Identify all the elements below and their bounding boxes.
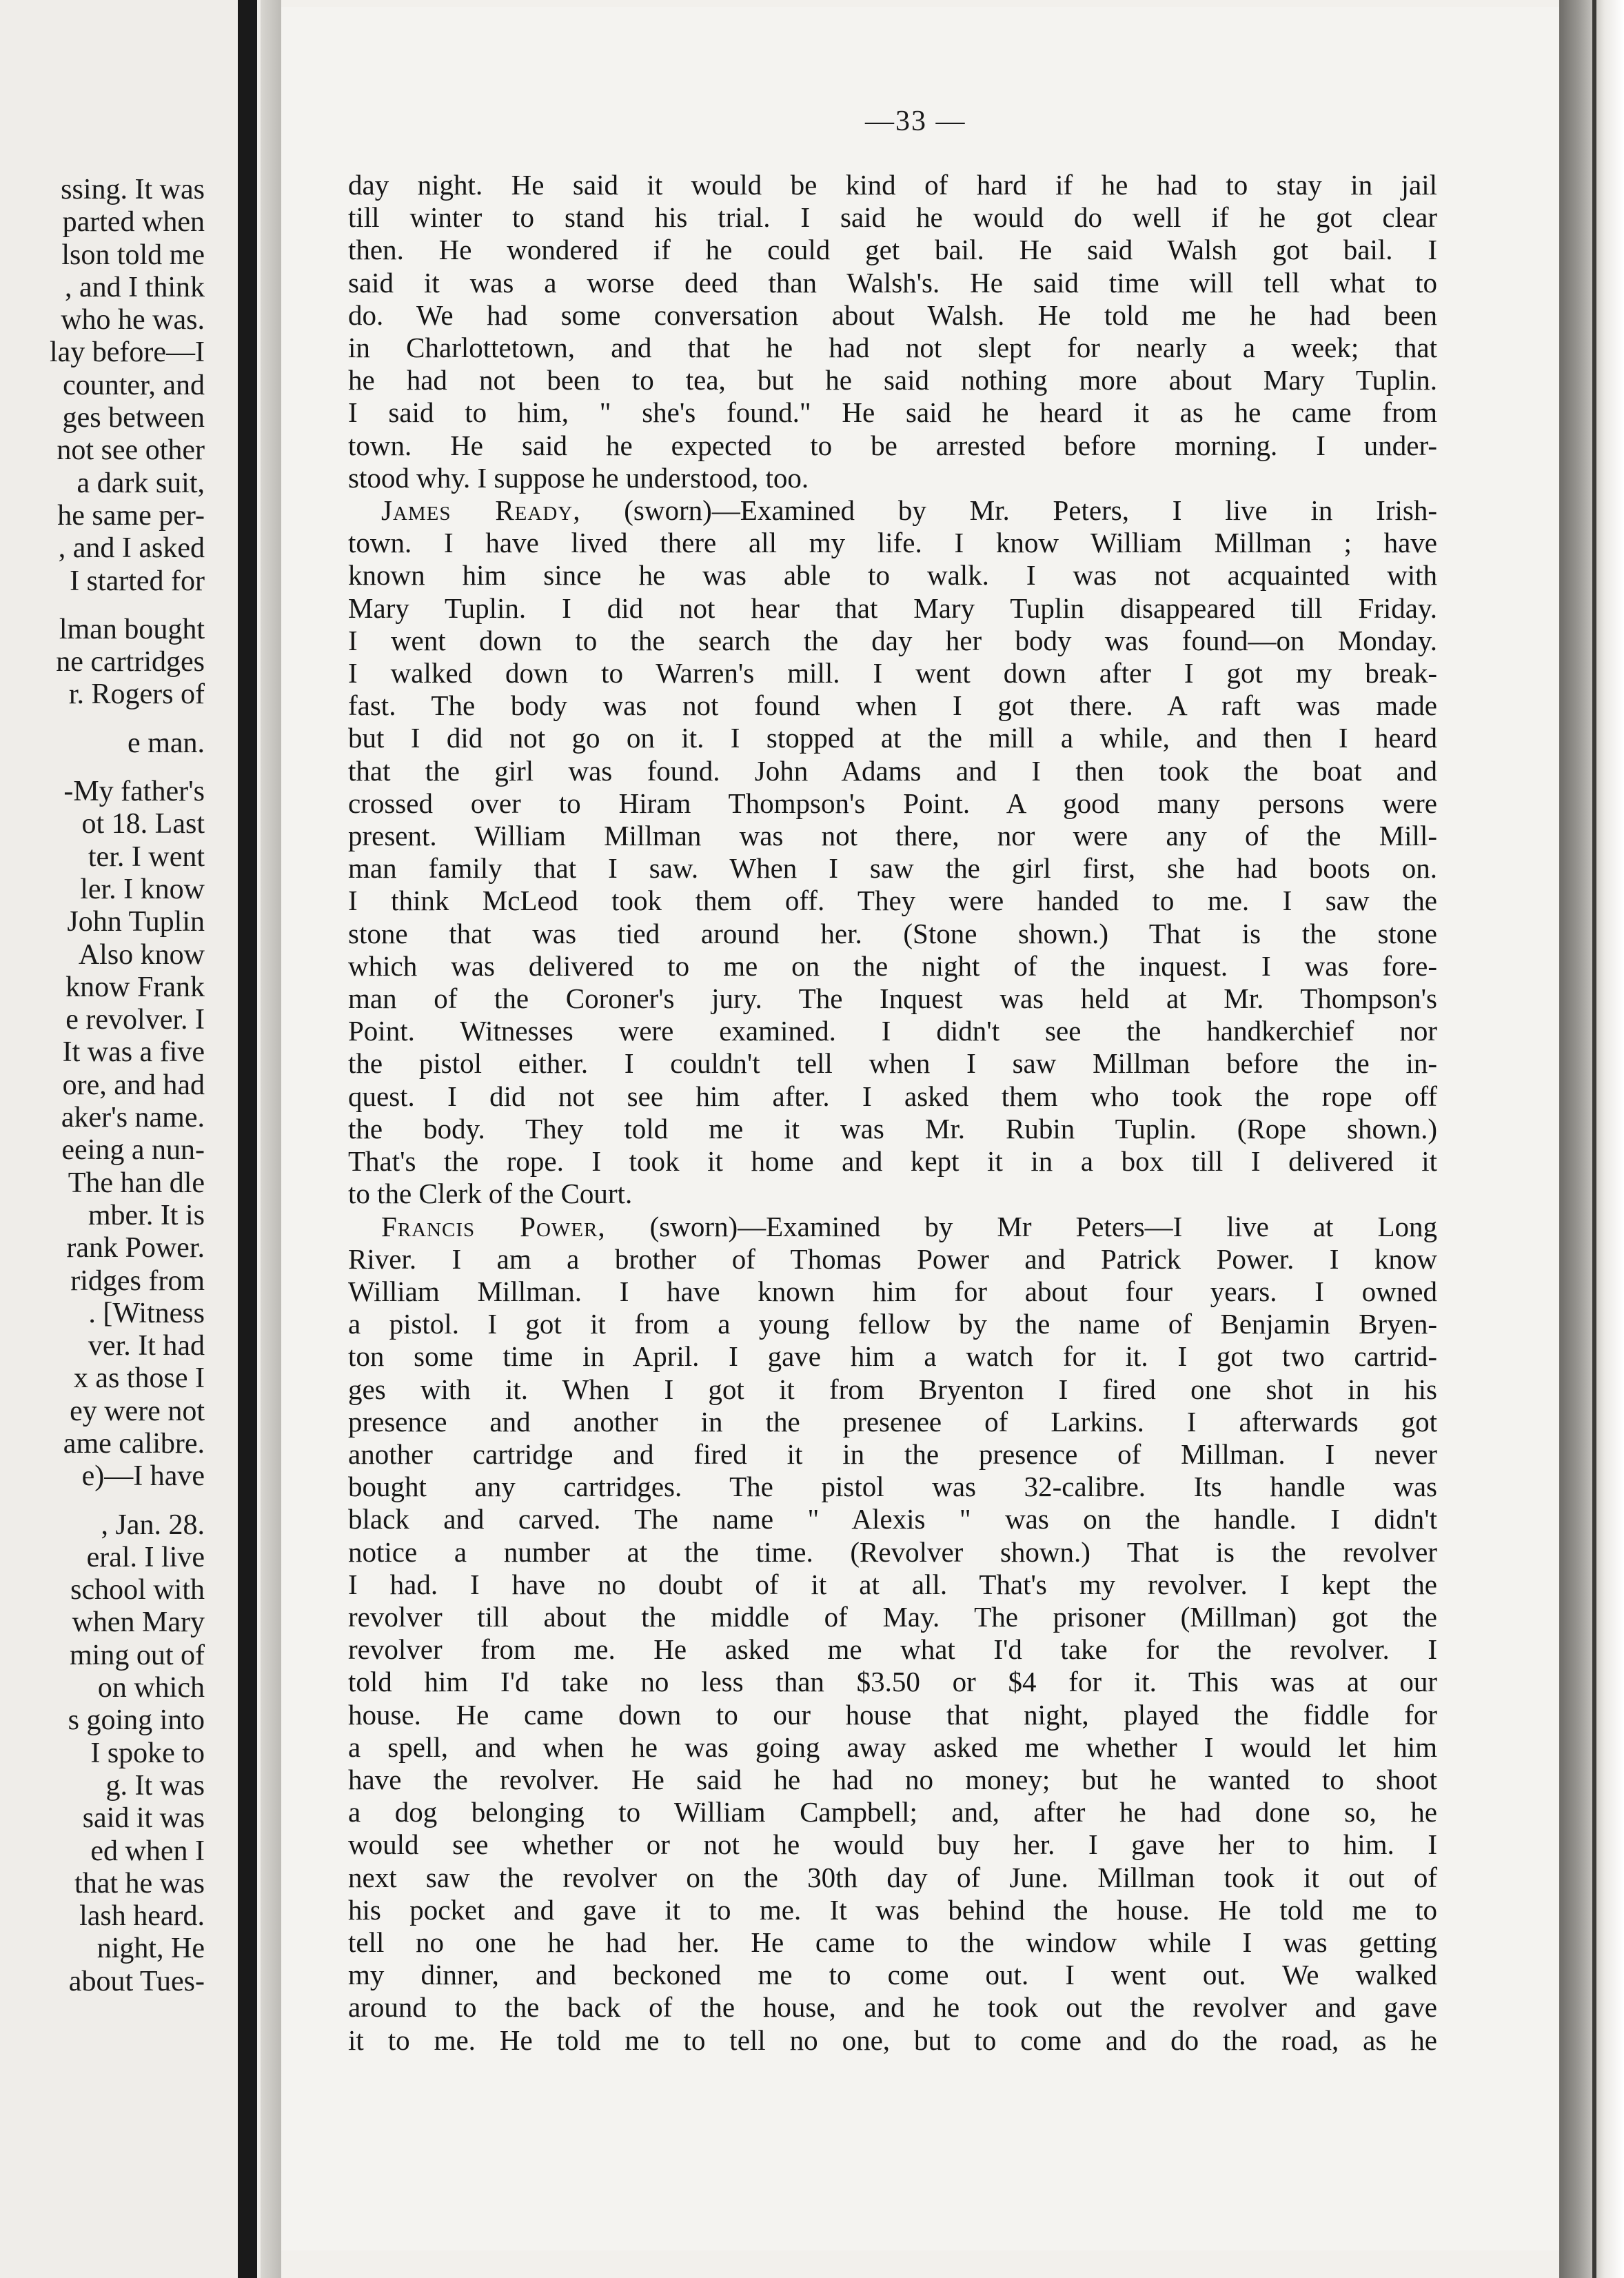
text-line: stood why. I suppose he understood, too. [348,461,809,494]
facing-text-line: ler. I know [80,873,205,905]
text-line: do. We had some conversation about Walsh. He told me he had been [348,299,1437,331]
facing-page [0,0,272,2278]
text-line: day night. He said it would be kind of hard if he had to stay in jail [348,169,1437,201]
facing-text-line: parted when [62,206,205,239]
text-line: town. I have lived there all my life. I know William Millman ; have [348,527,1437,559]
facing-text-line: , and I asked [58,532,205,565]
text-line: present. William Millman was not there, nor were any of the Mill- [348,820,1437,852]
text-line: next saw the revolver on the 30th day of June. Millman took it out of [348,1861,1437,1893]
text-line: would see whether or not he would buy her. I gave her to him. I [348,1828,1437,1861]
text-line: a dog belonging to William Campbell; and, after he had done so, he [348,1796,1437,1828]
text-line: notice a number at the time. (Revolver shown.) That is the revolver [348,1535,1437,1568]
text-line: house. He came down to our house that night, played the fiddle for [348,1698,1437,1731]
text-line: told him I'd take no less than $3.50 or $4 for it. This was at our [348,1666,1437,1698]
text-line: I think McLeod took them off. They were handed to me. I saw the [348,885,1437,917]
text-line: said it was a worse deed than Walsh's. He said time will tell what to [348,266,1437,299]
facing-text-line: ter. I went [88,840,205,873]
text-line: ton some time in April. I gave him a watch for it. I got two cartrid- [348,1340,1437,1373]
speaker-name: James Ready, [381,494,581,527]
text-line: tell no one he had her. He came to the window while I was getting [348,1926,1437,1958]
body-text [348,169,1437,2057]
text-line: River. I am a brother of Thomas Power and Patrick Power. I know [348,1242,1437,1275]
text-line: ges with it. When I got it from Bryenton I fired one shot in his [348,1373,1437,1405]
text-line: presence and another in the presenee of Larkins. I afterwards got [348,1405,1437,1438]
facing-text-line: x as those I [73,1362,205,1395]
facing-text-line: on which [97,1672,205,1704]
facing-text-line: e man. [128,727,205,759]
text-line: which was delivered to me on the night of the inquest. I was fore- [348,949,1437,982]
text-line: a spell, and when he was going away asked me whether I would let him [348,1731,1437,1763]
facing-text-line: I started for [70,565,205,597]
text-line: revolver till about the middle of May. The prisoner (Millman) got the [348,1600,1437,1633]
text-line: the pistol either. I couldn't tell when I saw Millman before the in- [348,1047,1437,1080]
facing-text-line: ame calibre. [63,1427,205,1460]
facing-text-line: when Mary [72,1606,205,1639]
facing-text-line: g. It was [105,1769,205,1802]
text-line: Francis Power, (sworn)—Examined by Mr Peters—I live at Long [381,1210,1437,1242]
text-line: bought any cartridges. The pistol was 32-calibre. Its handle was [348,1471,1437,1503]
text-line: in Charlottetown, and that he had not slept for nearly a week; that [348,332,1437,364]
facing-text-line: , Jan. 28. [101,1509,205,1541]
facing-text-line [50,712,205,727]
paragraph-james-ready [348,494,1437,1210]
facing-text-line: mber. It is [88,1199,205,1231]
facing-text-line: ey were not [70,1395,205,1427]
text-line: known him since he was able to walk. I was not acquainted with [348,559,1437,592]
text-line: I had. I have no doubt of it at all. That's my revolver. I kept the [348,1568,1437,1600]
facing-text-line: ver. It had [88,1330,205,1362]
facing-text-line: I spoke to [90,1737,205,1769]
text-line: then. He wondered if he could get bail. He said Walsh got bail. I [348,234,1437,266]
paragraph-francis-power [348,1211,1437,2057]
facing-text-line: who he was. [61,304,205,336]
text-line: stone that was tied around her. (Stone shown.) That is the stone [348,917,1437,949]
text-line: James Ready, (sworn)—Examined by Mr. Peters, I live in Irish- [381,494,1437,527]
text-line: another cartridge and fired it in the presence of Millman. I never [348,1438,1437,1470]
text-line: fast. The body was not found when I got there. A raft was made [348,689,1437,722]
facing-text-line: lson told me [61,239,205,271]
facing-text-line: counter, and [63,369,205,401]
facing-text-line: night, He [97,1933,205,1965]
text-line: have the revolver. He said he had no money; but he wanted to shoot [348,1763,1437,1795]
facing-text-line: school with [70,1574,205,1606]
text-line: the body. They told me it was Mr. Rubin Tuplin. (Rope shown.) [348,1112,1437,1145]
facing-text-line: aker's name. [61,1102,205,1134]
facing-text-line: It was a five [62,1036,205,1069]
text-line: but I did not go on it. I stopped at the mill a while, and then I heard [348,722,1437,754]
facing-text-line: lash heard. [79,1900,205,1933]
text-line: revolver from me. He asked me what I'd take for the revolver. I [348,1633,1437,1666]
facing-text-line: John Tuplin [67,906,205,938]
facing-text-line: ssing. It was [61,174,205,205]
text-line: man family that I saw. When I saw the girl first, she had boots on. [348,852,1437,885]
paragraph-continued [348,169,1437,494]
facing-text-line: know Frank [65,971,205,1003]
facing-text-line: -My father's [63,776,205,808]
text-line: till winter to stand his trial. I said he would do well if he got clear [348,201,1437,234]
facing-text-line: lay before—I [49,336,205,369]
facing-text-line: ges between [62,402,205,434]
text-line: town. He said he expected to be arrested before morning. I under- [348,429,1437,461]
facing-text-line: ridges from [70,1264,205,1297]
facing-text-line: . [Witness [88,1297,205,1329]
facing-text-line: rank Power. [66,1232,205,1264]
text-line: man of the Coroner's jury. The Inquest was held at Mr. Thompson's [348,982,1437,1015]
text-line: that the girl was found. John Adams and I then took the boat and [348,754,1437,787]
text-line: crossed over to Hiram Thompson's Point. A good many persons were [348,787,1437,819]
facing-text-line: about Tues- [68,1965,205,1997]
facing-text-line: e)—I have [81,1460,205,1493]
text-line: black and carved. The name " Alexis " was on the handle. I didn't [348,1503,1437,1535]
facing-text-line [50,598,205,614]
text-line: he had not been to tea, but he said nothing more about Mary Tuplin. [348,364,1437,396]
book-spine [238,0,257,2278]
facing-text-line: ore, and had [62,1069,205,1101]
facing-text-line: r. Rogers of [68,678,205,711]
facing-text-line: ming out of [70,1639,205,1671]
text-line: That's the rope. I took it home and kept it in a box till I delivered it [348,1145,1437,1178]
facing-text-line: The han dle [68,1167,205,1199]
text-line: Mary Tuplin. I did not hear that Mary Tuplin disappeared till Friday. [348,592,1437,624]
facing-text-line: said it was [82,1802,205,1835]
facing-text-line [50,760,205,776]
speaker-name: Francis Power, [381,1210,606,1242]
text-line: Point. Witnesses were examined. I didn't see the handkerchief nor [348,1015,1437,1047]
text-line: I said to him, " she's found." He said he heard it as he came from [348,396,1437,429]
facing-text-line: ed when I [90,1835,205,1867]
text-line: his pocket and gave it to me. It was behind the house. He told me to [348,1893,1437,1926]
page-number: —33 — [865,105,966,137]
facing-text-line: ne cartridges [56,646,205,678]
facing-text-line: Also know [78,938,205,971]
page-edge [1559,0,1624,2278]
facing-text-line: eral. I live [86,1541,205,1573]
facing-text-line: he same per- [57,499,205,532]
text-line: it to me. He told me to tell no one, but to come and do the road, as he [348,2024,1437,2056]
facing-text-line: e revolver. I [65,1004,205,1036]
text-line: quest. I did not see him after. I asked them who took the rope off [348,1080,1437,1112]
facing-text-line: , and I think [65,271,205,303]
facing-text-line: a dark suit, [77,467,205,499]
text-line: I went down to the search the day her body was found—on Monday. [348,624,1437,656]
facing-text-line: s going into [68,1704,205,1737]
text-line: I walked down to Warren's mill. I went down after I got my break- [348,657,1437,689]
facing-text-line [50,1493,205,1509]
text-line: William Millman. I have known him for about four years. I owned [348,1275,1437,1307]
text-line: my dinner, and beckoned me to come out. I went out. We walked [348,1959,1437,1991]
facing-text-line: not see other [57,434,205,467]
facing-text-line: eeing a nun- [61,1134,205,1167]
facing-text-line: lman bought [59,613,205,645]
facing-page-text [50,174,205,1998]
facing-text-line: ot 18. Last [81,808,205,840]
facing-text-line: that he was [74,1867,205,1899]
text-line: a pistol. I got it from a young fellow by the name of Benjamin Bryen- [348,1308,1437,1340]
text-line: to the Clerk of the Court. [348,1178,633,1210]
gutter-shadow [261,0,281,2278]
text-line: around to the back of the house, and he took out the revolver and gave [348,1991,1437,2024]
